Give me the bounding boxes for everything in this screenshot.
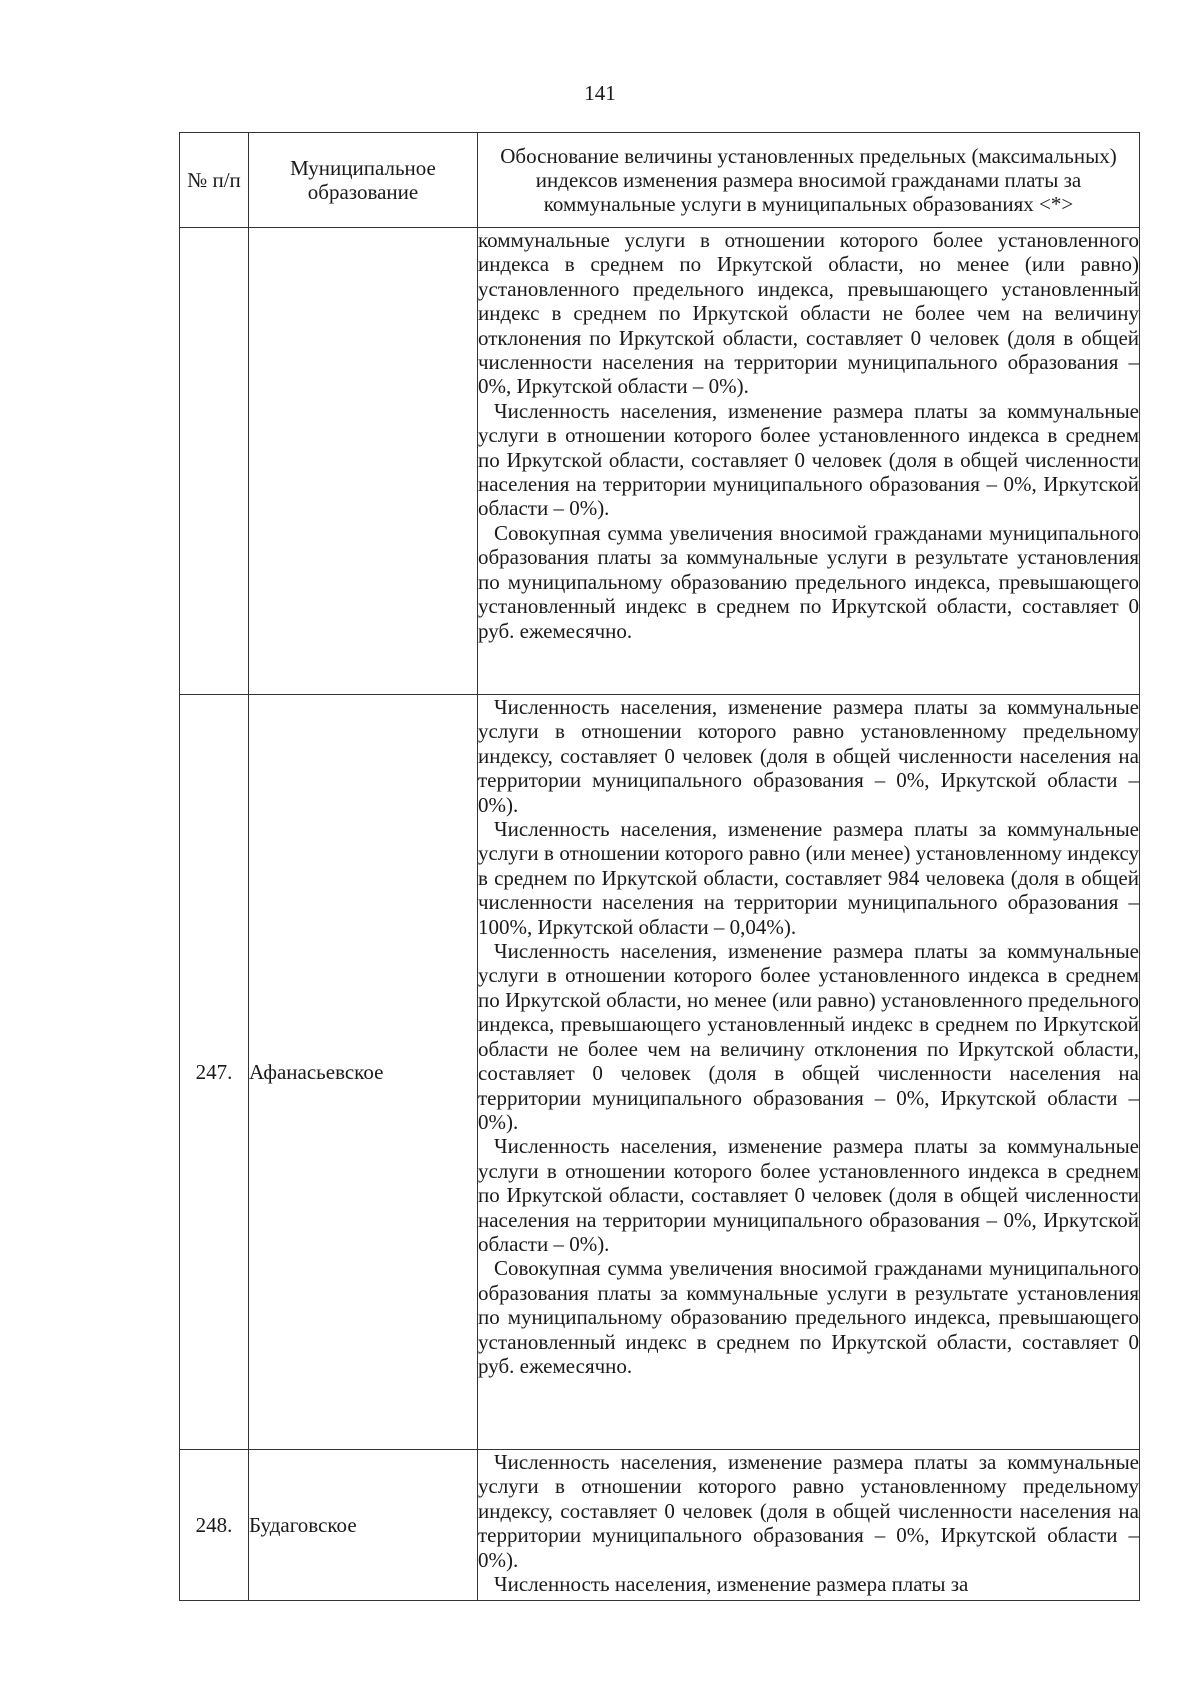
row-number [180, 228, 249, 695]
header-num: № п/п [180, 133, 249, 228]
justification-paragraph: коммунальные услуги в отношении которого более установленного индекса в среднем по Иркутской области, но менее (или равно) установленного предельного индекса, превышающего установленный индекс в среднем по Иркутской области не более чем на величину отклонения по Иркутской области, составляет 0 человек (доля в общей численности населения на территории муниципального образования – 0%, Иркутской области – 0%). [478, 228, 1139, 399]
justification-cell [478, 1450, 1140, 1601]
justification-paragraph: Численность населения, изменение размера платы за коммунальные услуги в отношении которого равно (или менее) установленному индексу в среднем по Иркутской области, составляет 984 человека (доля в общей численности населения на территории муниципального образования – 100%, Иркутской области – 0,04%). [478, 817, 1139, 939]
justification-paragraph: Численность населения, изменение размера платы за [494, 1572, 969, 1597]
header-justification: Обоснование величины установленных предельных (максимальных) индексов изменения размера вносимой гражданами платы за коммунальные услуги в муниципальных образованиях <*> [478, 133, 1140, 228]
justification-cell [478, 695, 1140, 1450]
table-row [180, 695, 1140, 1450]
row-number: 248. [180, 1450, 249, 1601]
justification-paragraph: Численность населения, изменение размера платы за коммунальные услуги в отношении которого более установленного индекса в среднем по Иркутской области, составляет 0 человек (доля в общей численности населения на территории муниципального образования – 0%, Иркутской области – 0%). [478, 398, 1139, 521]
justification-paragraph: Совокупная сумма увеличения вносимой гражданами муниципального образования платы за коммунальные услуги в результате установления по муниципальному образованию предельного индекса, превышающего установленный индекс в среднем по Иркутской области, составляет 0 руб. ежемесячно. [478, 1256, 1139, 1378]
page-number: 141 [584, 81, 616, 105]
row-number: 247. [180, 695, 249, 1450]
justification-paragraph: Численность населения, изменение размера платы за коммунальные услуги в отношении которого более установленного индекса в среднем по Иркутской области, но менее (или равно) установленного предельного индекса, превышающего установленный индекс в среднем по Иркутской области не более чем на величину отклонения по Иркутской области, составляет 0 человек (доля в общей численности населения на территории муниципального образования – 0%, Иркутской области – 0%). [478, 939, 1139, 1134]
justification-paragraph: Численность населения, изменение размера платы за коммунальные услуги в отношении которого более установленного индекса в среднем по Иркутской области, составляет 0 человек (доля в общей численности населения на территории муниципального образования – 0%, Иркутской области – 0%). [478, 1134, 1139, 1256]
justification-paragraph: Численность населения, изменение размера платы за коммунальные услуги в отношении которого равно установленному предельному индексу, составляет 0 человек (доля в общей численности населения на территории муниципального образования – 0%, Иркутской области – 0%). [478, 1450, 1139, 1572]
justification-paragraph: Численность населения, изменение размера платы за коммунальные услуги в отношении которого равно установленному предельному индексу, составляет 0 человек (доля в общей численности населения на территории муниципального образования – 0%, Иркутской области – 0%). [478, 695, 1139, 817]
municipality-name [249, 228, 478, 695]
indices-table [179, 132, 1140, 1601]
table-header [180, 133, 1140, 228]
municipality-name: Афанасьевское [249, 695, 478, 1450]
municipality-name: Будаговское [249, 1450, 478, 1601]
justification-paragraph: Совокупная сумма увеличения вносимой гражданами муниципального образования платы за коммунальные услуги в результате установления по муниципальному образованию предельного индекса, превышающего установленный индекс в среднем по Иркутской области, составляет 0 руб. ежемесячно. [478, 520, 1139, 643]
table-row [180, 228, 1140, 695]
justification-cell [478, 228, 1140, 695]
table-row [180, 1450, 1140, 1601]
header-municipality: Муниципальное образование [249, 133, 478, 228]
